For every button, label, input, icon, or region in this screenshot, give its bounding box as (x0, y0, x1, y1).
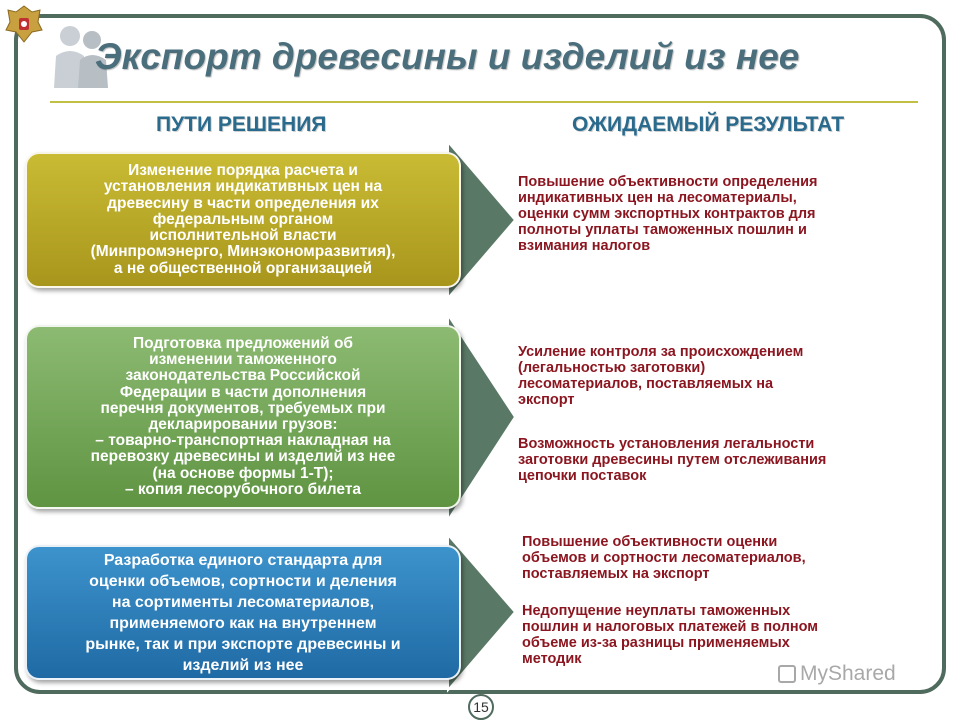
result-line: Недопущение неуплаты таможенных (522, 603, 791, 619)
slide-title: Экспорт древесины и изделий из нее (95, 36, 800, 77)
result-5 (522, 603, 818, 667)
result-line: пошлин и налоговых платежей в полном (522, 619, 819, 635)
result-2 (518, 344, 803, 408)
result-line: лесоматериалов, поставляемых на (518, 376, 774, 392)
result-line: заготовки древесины путем отслеживания (518, 452, 827, 468)
solution-line: рынке, так и при экспорте древесины и (85, 635, 401, 653)
solution-line: перевозку древесины и изделий из нее (90, 448, 396, 466)
result-line: (легальностью заготовки) (518, 360, 706, 376)
result-line: Усиление контроля за происхождением (518, 344, 804, 360)
solution-line: а не общественной организацией (113, 259, 373, 277)
result-line: поставляемых на экспорт (522, 566, 710, 582)
result-line: Повышение объективности оценки (522, 534, 778, 550)
result-3 (518, 436, 826, 484)
result-1 (518, 174, 818, 254)
watermark-text: MyShared (800, 662, 896, 685)
solution-line: законодательства Российской (125, 367, 361, 385)
solutions-header: ПУТИ РЕШЕНИЯ (156, 113, 327, 136)
solution-line: перечня документов, требуемых при (100, 399, 386, 417)
watermark (778, 662, 896, 686)
result-line: объемов и сортности лесоматериалов, (522, 550, 806, 566)
solution-line: федеральным органом (152, 210, 334, 228)
solution-line: изменении таможенного (149, 351, 337, 369)
solution-box-1 (25, 152, 461, 288)
result-line: Возможность установления легальности (518, 436, 815, 452)
solution-line: декларировании грузов: (148, 416, 338, 433)
solution-line: исполнительной власти (149, 227, 337, 245)
solution-line: на сортименты лесоматериалов, (111, 593, 375, 611)
result-line: индикативных цен на лесоматериалы, (518, 190, 797, 206)
page-number: 15 (468, 694, 494, 720)
solution-box-3 (25, 545, 461, 680)
watermark-icon (778, 665, 796, 683)
solution-line: (Минпромэнерго, Минэкономразвития), (90, 243, 396, 261)
solution-box-2 (25, 325, 461, 509)
solution-line: – копия лесорубочного билета (124, 480, 362, 498)
solution-line: применяемого как на внутреннем (109, 614, 377, 632)
solution-line: изделий из нее (182, 656, 304, 674)
solution-line: древесину в части определения их (107, 194, 379, 212)
result-line: экспорт (518, 392, 575, 408)
solution-line: Изменение порядка расчета и (128, 162, 358, 180)
results-header: ОЖИДАЕМЫЙ РЕЗУЛЬТАТ (572, 113, 845, 136)
result-line: полноты уплаты таможенных пошлин и (518, 222, 807, 238)
solution-line: Федерации в части дополнения (119, 383, 367, 401)
solution-line: (на основе формы 1-Т); (152, 464, 334, 482)
solution-line: Разработка единого стандарта для (103, 551, 383, 569)
result-line: взимания налогов (518, 238, 651, 254)
result-line: объеме из-за разницы применяемых (522, 635, 790, 651)
solution-line: оценки объемов, сортности и деления (89, 572, 397, 590)
result-line: цепочки поставок (518, 468, 647, 484)
solution-line: – товарно-транспортная накладная на (95, 432, 391, 450)
result-line: методик (522, 651, 582, 667)
solution-line: установления индикативных цен на (103, 178, 383, 196)
result-4 (522, 534, 806, 582)
solution-line: Подготовка предложений об (132, 334, 353, 352)
result-line: Повышение объективности определения (518, 174, 818, 190)
result-line: оценки сумм экспортных контрактов для (518, 206, 816, 222)
